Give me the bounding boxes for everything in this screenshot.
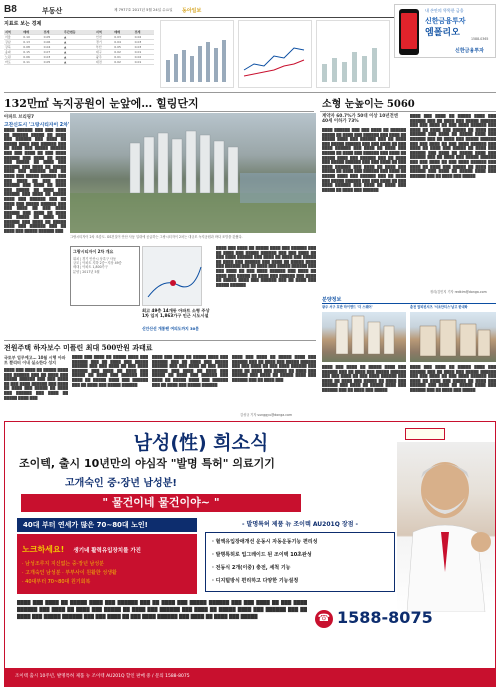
section-title: 부동산 [42, 7, 63, 15]
info-row: 세대 | 아파트 1,800가구 [73, 265, 108, 270]
table-cell: 대전 [95, 60, 113, 65]
side-headline: 최고 49층 14개동 아파트 소형 주상 1차 입지 1,863가구 인근 시도시설 [142, 308, 210, 319]
ad-slogan: " 물건이네 물건이야~ " [21, 494, 301, 512]
agency-title: 분양정보 [322, 297, 342, 303]
table-cell: 0.06 [43, 40, 63, 45]
joytek-ad[interactable] [4, 421, 496, 687]
table-cell: 0.05 [113, 45, 133, 50]
table-cell: 마포 [4, 60, 22, 65]
table-cell: 광주 [95, 55, 113, 60]
right-source: 정리/김민지 기자 redkim@donga.com [430, 290, 487, 294]
shinhan-logo-text: 신한금융투자 [455, 48, 484, 54]
table-cell: 송파 [4, 50, 22, 55]
main-body-col2: ████ ███ ████ ██ █████ ████ ███ ██████ ███ ██ ████ ███ █████ ██████ ███ ███ ████ ██ ███ ████ ██████ ███ ████ ██ ████ ███ █████ ██ ████ ███ ██████ ███ ████ ██ █████ ████ ███ ██████ ███ ██ ████ ███ █████ ██████ ███ ███ ████ ██ ███ ████ ██████ ███ ████ ██ ████ ███ █████ ██ ████ ███ ██████ ███ ████ ██ █████ ████ ███ ██████ ███ ██ ████ ███ █████ ██████ [216, 246, 316, 287]
column-header: 전세 [43, 30, 63, 35]
table-cell: 0.03 [134, 45, 154, 50]
ad-right-item: · 전동식 2개(이중) 충전, 세척 기능 [212, 565, 291, 571]
right-headline: 소형 눈높이는 5060 [322, 99, 415, 110]
lower-body-col2: ████ ███ ████ ██ █████ ████ ███ ██████ ███ ██ ████ ███ █████ ██████ ███ ███ ████ ██ ███ ████ ██████ ███ ████ ██ ████ ███ █████ ██ ████ ███ ██████ ███ ████ ██ █████ ████ ███ ██████ ███ ██ ████ ███ █████ ██████ [72, 355, 148, 387]
table-cell: 인천 [95, 35, 113, 40]
ad-left-item: · 40대부터 70~80대 원기회복 [22, 579, 91, 585]
table-cell: ▲ [63, 55, 95, 60]
table-cell: 0.15 [22, 50, 42, 55]
column-header: 매매 [113, 30, 133, 35]
ad-headline: 남성(性) 희소식 [133, 432, 269, 454]
market-table-block [4, 20, 154, 90]
ad-right-title: - 발명특허 제품 뉴 조이텍 AU201Q 장점 - [241, 521, 359, 528]
table-cell: 0.06 [22, 55, 42, 60]
main-photo [70, 113, 316, 233]
lower-body-col1: ████ ███ ████ ██ █████ ████ ███ ██████ ███ ██ ████ ███ █████ ██████ ███ ███ ████ ██ ███ ████ ██████ ███ ████ ██ ████ ███ █████ ██ ████ ███ ██████ ███ ████ ██ █████ ████ ███ [4, 368, 68, 400]
agency-body1: ████ ███ ████ ██ █████ ████ ███ ██████ ███ ██ ████ ███ █████ ██████ ███ ███ ████ ██ ███ ████ ██████ ███ ████ ██ ████ ███ █████ ██ ████ ███ ██████ ███ ████ ██ █████ ████ ███ ██████ ███ ██ ████ ███ █████ [322, 365, 406, 392]
side-sub: 신안산선 개통땐 여의도까지 30분 [142, 326, 199, 331]
table-cell: 0.01 [134, 60, 154, 65]
agency-photo1-caption: 광주 서구 호반 하이엔드 '더 스퀘어' [322, 305, 373, 309]
table-cell: 강북 [4, 45, 22, 50]
map-graphic [142, 246, 202, 306]
ad-phone[interactable]: 1588-8075 [337, 608, 433, 627]
ad-right-item: · 발명특허로 업그레이드 된 조이텍 10초완성 [212, 552, 312, 558]
agency-photo2 [410, 312, 496, 362]
phone-graphic [399, 9, 419, 55]
table-cell: 0.02 [113, 60, 133, 65]
table-cell: 0.04 [113, 40, 133, 45]
product-badge [405, 428, 445, 440]
ad-left-tag: 40대 부터 연세가 많은 70~80대 노인! [17, 518, 197, 532]
table-cell: 0.03 [43, 55, 63, 60]
table-row [4, 60, 154, 65]
agency-photo2-caption: 춘천 알파핀셔츠 '서초안티스'남고 한대학 [410, 305, 468, 309]
table-cell: ▲ [63, 35, 95, 40]
table-cell: 0.01 [134, 50, 154, 55]
mini-chart-graphics [160, 20, 390, 88]
table-cell: 0.03 [134, 40, 154, 45]
right-body-col2: ████ ███ ████ ██ █████ ████ ███ ██████ ███ ██ ████ ███ █████ ██████ ███ ███ ████ ██ ███ ████ ██████ ███ ████ ██ ████ ███ █████ ██ ████ ███ ██████ ███ ████ ██ █████ ████ ███ ██████ ███ ██ ████ ███ █████ ██████ ███ ███ ████ ██ ███ ████ ██████ ███ ████ ██ ████ ███ █████ ██ ████ ███ ██████ ███ ████ ██ █████ ████ ███ ██████ ███ ██ ████ ███ █████ ██████ ███ ███ ████ ██ ███ ████ ██████ ███ ████ ██ ████ ███ █████ ██ ████ ███ ██████ ███ ████ ██ █████ ████ ███ ██████ ███ ██ ████ ███ █████ [410, 114, 496, 178]
table-cell: 0.05 [43, 35, 63, 40]
table-cell: ▲ [63, 50, 95, 55]
info-row: 분양 | 2017년 5월 [73, 269, 100, 274]
table-cell: 0.10 [22, 35, 42, 40]
table-cell: 0.02 [134, 55, 154, 60]
table-cell: 0.02 [113, 50, 133, 55]
right-body-col1: ████ ██████ ███ ███ ████ ██ ██████ █████ ██ ████ ███ ██████ ███ ████ ██ █████ ████ ███ ██████ ███ ██ ████ ███ █████ ██████ ███ ███ ████ ██ ███ ████ ██████ ███ ████ ██ ████ ███ █████ ██ ████ ███ ██████ ███ ████ ██ █████ ████ ███ ██████ ███ ██ ████ ███ █████ ██████ ███ ███ ████ ██ ███ ████ ██████ ███ ████ ██ ████ ███ █████ ██ ████ ███ ██████ ███ ████ ██ █████ ████ ███ ██████ ███ ██ ████ ███ █████ ██████ ███ ███ ████ ██ ███ ████ ██████ ███ ████ ██ ████ ███ █████ ██ ████ ███ ██████ [322, 128, 406, 192]
info-row: 규모 | 아파트 지하 2층~지상 49층 [73, 261, 122, 266]
table-cell: 경기 [95, 40, 113, 45]
shinhan-ad[interactable] [394, 4, 496, 58]
page-number: B8 [4, 4, 17, 15]
mini-charts [160, 20, 390, 88]
table-cell: 0.08 [22, 45, 42, 50]
ad-right-list [205, 532, 395, 592]
market-table [4, 30, 154, 65]
table-cell: 0.07 [43, 50, 63, 55]
ad-left-box [17, 534, 197, 594]
table-cell: 0.02 [134, 35, 154, 40]
info-row: 위치 | 경기 안산시 상록구 사동 [73, 257, 117, 261]
shinhan-product: 엠폴리오 [425, 28, 460, 38]
column-header: 지역 [95, 30, 113, 35]
ad-left-item: · 남성조루지 지신없는 중·장년 남성분 [22, 561, 104, 567]
column-header: 주간변동 [63, 30, 95, 35]
lower-body-col3: ████ ███ ████ ██ █████ ████ ███ ██████ ███ ██ ████ ███ █████ ██████ ███ ███ ████ ██ ███ ████ ██████ ███ ████ ██ ████ ███ █████ ██ ████ ███ ██████ ███ ████ ██ █████ ████ ███ ██████ ███ ██ ████ ███ █████ ██████ [152, 355, 228, 387]
main-sub: 고잔신도시 '그랑시티자이 2차' [4, 123, 70, 128]
newspaper-brand: 동아일보 [182, 8, 202, 14]
main-headline: 132만㎡ 녹지공원이 눈앞에… 힐링단지 [4, 97, 199, 110]
shinhan-tagline: 내 손안의 똑똑한 금융 [425, 8, 464, 13]
main-body-col1: ████ ██████ ███ ███ ████ ██ ██████ █████ ██ ████ ███ ██████ ███ ████ ██ █████ ████ ███ ██████ ███ ██ ████ ███ █████ ██████ ███ ███ ████ ██ ███ ████ ██████ ███ ████ ██ ████ ███ █████ ██ ████ ███ ██████ ███ ████ ██ █████ ████ ███ ██████ ███ ██ ████ ███ █████ ██████ ███ ███ ████ ██ ███ ████ ██████ ███ ████ ██ ████ ███ █████ ██ ████ ███ ██████ ███ ████ ██ █████ ████ ███ ██████ ███ ██ ████ ███ █████ ██████ ███ ███ ████ ██ ███ ████ ██████ ███ ████ ██ ████ ███ █████ ██ ████ ███ ██████ ███ ████ ██ █████ ████ ███ ██████ ███ ██ ████ ███ █████ ██████ ███ [4, 128, 66, 234]
ad-right-item: · 디지털방식 편리하고 다양한 기능설정 [212, 578, 299, 584]
market-table-title: 지표로 보는 경제 [4, 21, 42, 27]
agency-photo1 [322, 312, 406, 362]
table-cell: 부산 [95, 45, 113, 50]
ad-footer: 조이텍 출시 10주년, 발명특허 제품 뉴 조이텍 AU201Q 할인 판매 중 / 문의 1588-8075 [5, 668, 496, 686]
table-cell: 강남 [4, 40, 22, 45]
ad-right-item: · 혈액유입장애개선 운동시 자동운동기능 편리성 [212, 539, 318, 545]
phone-icon: ☎ [315, 610, 333, 628]
table-cell: ▲ [63, 60, 95, 65]
ad-sub1: 조이텍, 출시 10년만의 야심작 "발명 특허" 의료기기 [19, 457, 275, 470]
table-cell: ▲ [63, 40, 95, 45]
ad-left-box-title: 노크하세요! [22, 545, 65, 554]
ad-sub2: 고개숙인 중·장년 남성분! [65, 478, 177, 489]
table-cell: 0.01 [113, 55, 133, 60]
model-photo [397, 442, 495, 612]
lower-body-col4: ████ ███ ████ ██ █████ ████ ███ ██████ ███ ██ ████ ███ █████ ██████ ███ ███ ████ ██ ███ ████ ██████ ███ ████ ██ ████ ███ █████ ██ ████ ███ ██████ ███ ████ ██ █████ ████ ███ ██████ ███ ██ ████ ███ [232, 355, 316, 382]
main-kicker: 아파트 브리핑7 [4, 115, 35, 120]
agency-body2: ████ ███ ████ ██ █████ ████ ███ ██████ ███ ██ ████ ███ █████ ██████ ███ ███ ████ ██ ███ ████ ██████ ███ ████ ██ ████ ███ █████ ██ ████ ███ ██████ ███ ████ ██ █████ ████ ███ ██████ ███ ██ ████ ███ █████ [410, 365, 496, 392]
ad-body: ████ ███ ████ ██ █████ ████ ███ ██████ ███ ██ ████ ███ █████ ██████ ███ ███ ████ ██ ███ ████ ██████ ███ ████ ██ ████ ███ █████ ██ ████ ███ ██████ ███ ████ ██ █████ ████ ███ ██████ ███ ██ ████ ███ █████ ██████ ███ ███ ████ ██ ███ ████ ██████ ███ ████ ██ ████ ███ █████ [17, 601, 307, 620]
info-box [70, 246, 140, 306]
ad-left-item: · 고개숙인 남성분 · 부부사이 원활한 성생활 [22, 570, 117, 576]
lower-author: 김성규 기자 sunggyu@donga.com [240, 413, 293, 417]
column-header: 전세 [134, 30, 154, 35]
table-cell: 노원 [4, 55, 22, 60]
issue-info: 제 7977호 2017년 5월 24일 수요일 [114, 8, 173, 12]
info-box-title: 그랑시티자이 2차 개요 [73, 249, 114, 254]
column-header: 매매 [22, 30, 42, 35]
column-header: 지역 [4, 30, 22, 35]
table-cell: 대구 [95, 50, 113, 55]
lower-sub: 국토부 업무예고… 10월 시행 아파트 뿐리터 이내 실소한다 성지 [4, 355, 66, 365]
table-cell: 0.04 [43, 45, 63, 50]
main-photo-caption: 그랑시티자이 2차 조감도. GS건설이 안산 사동 일대에 공급하는 그랑시티자이 2차는 대규모 녹지공원과 바다 조망을 갖췄다. [70, 235, 243, 239]
table-cell: 0.03 [113, 35, 133, 40]
table-cell: ▲ [63, 45, 95, 50]
table-cell: 0.11 [22, 60, 42, 65]
right-sub: 계약자 60.7%가 50대 이상 10년전엔 40세 이하가 73% [322, 114, 398, 125]
table-cell: 0.05 [43, 60, 63, 65]
ad-left-box-sub: 생기네 활력유입장치를 가진 [73, 548, 141, 554]
table-cell: 서울 [4, 35, 22, 40]
shinhan-phone: 1588-0365 [471, 37, 489, 41]
shinhan-brand-line: 신한금융투자 [425, 17, 466, 25]
cityscape-graphic [70, 113, 316, 233]
table-cell: 0.13 [22, 40, 42, 45]
lower-headline: 전원주택 하자보수 미플린 최대 500만원 과태료 [4, 343, 153, 352]
